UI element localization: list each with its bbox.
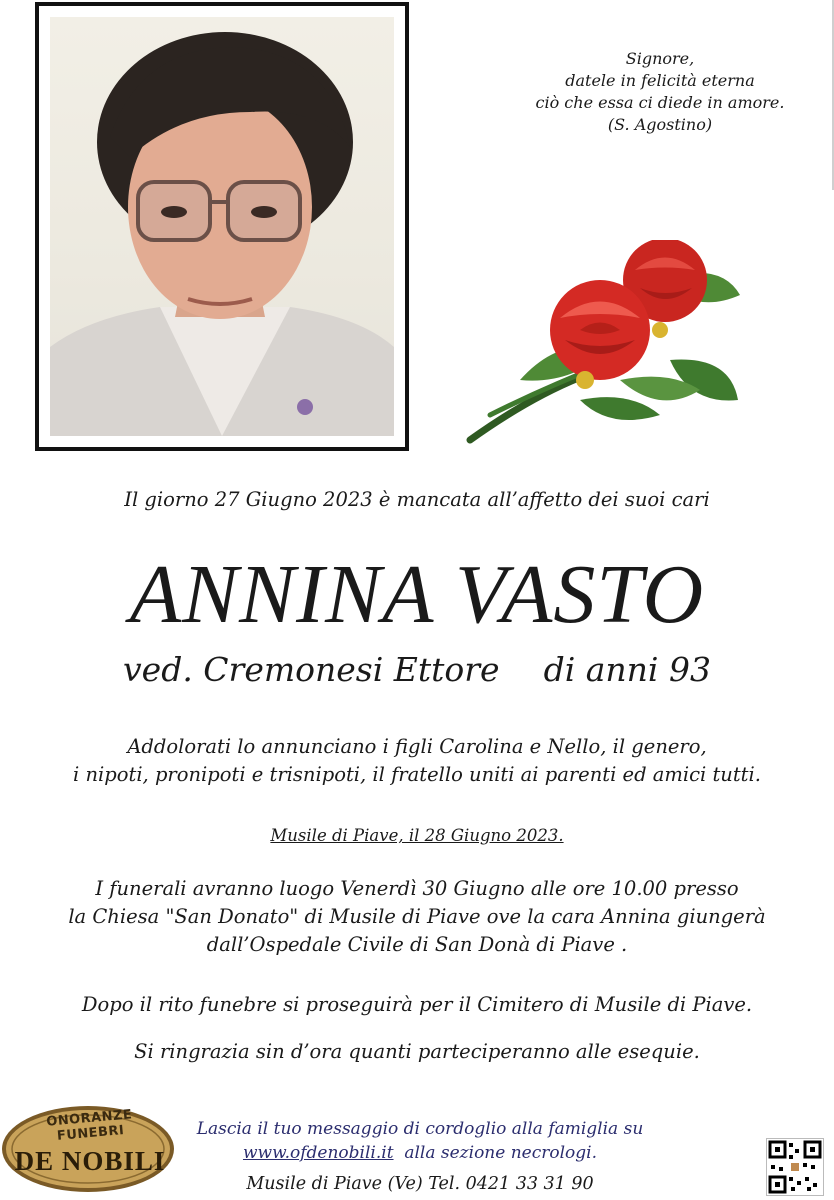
announcement-line: i nipoti, pronipoti e trisnipoti, il fratello uniti ai parenti ed amici tutti.	[73, 763, 761, 786]
announcement-line: Addolorati lo annunciano i figli Carolina e Nello, il genero,	[127, 735, 707, 758]
quote-line: ciò che essa ci diede in amore.	[535, 93, 785, 112]
logo-main-text: DE NOBILI	[14, 1146, 166, 1176]
quote-line: Signore,	[625, 49, 695, 68]
announcement	[0, 733, 834, 789]
religious-quote	[470, 48, 834, 136]
logo-top-text: ONORANZE FUNEBRI	[45, 1107, 133, 1144]
funeral-line: la Chiesa "San Donato" di Musile di Piave ove la cara Annina giungerà	[68, 905, 766, 928]
thanks-text: Si ringrazia sin d’ora quanti parteciperanno alle esequie.	[134, 1040, 700, 1063]
funeral-line: dall’Ospedale Civile di San Donà di Piave .	[206, 933, 628, 956]
website-link[interactable]: www.ofdenobili.it	[242, 1143, 394, 1163]
funeral-home-logo	[0, 1104, 176, 1194]
quote-line: datele in felicità eterna	[565, 71, 755, 90]
deceased-name: ANNINA VASTO	[129, 548, 705, 641]
funeral-home-address: Musile di Piave (Ve) Tel. 0421 33 31 90	[246, 1174, 594, 1194]
widow-of: ved. Cremonesi Ettore	[123, 650, 500, 689]
quote-author: (S. Agostino)	[607, 115, 713, 134]
procession-text: Dopo il rito funebre si proseguirà per il Cimitero di Musile di Piave.	[81, 993, 753, 1016]
funeral-line: I funerali avranno luogo Venerdì 30 Giugno alle ore 10.00 presso	[95, 877, 739, 900]
intro-text: Il giorno 27 Giugno 2023 è mancata all’affetto dei suoi cari	[124, 488, 710, 511]
portrait-frame	[35, 2, 409, 451]
funeral-info	[0, 875, 834, 959]
condolence-suffix: alla sezione necrologi.	[404, 1143, 598, 1163]
qr-code-icon[interactable]	[766, 1138, 824, 1196]
condolence-message	[170, 1117, 670, 1165]
place-date-text: Musile di Piave, il 28 Giugno 2023.	[270, 826, 564, 845]
portrait-photo	[50, 17, 394, 436]
deceased-details	[0, 650, 834, 690]
deceased-age: di anni 93	[543, 650, 711, 689]
condolence-line: Lascia il tuo messaggio di cordoglio alla famiglia su	[196, 1119, 644, 1139]
roses-illustration	[460, 240, 750, 450]
place-date	[0, 826, 834, 845]
